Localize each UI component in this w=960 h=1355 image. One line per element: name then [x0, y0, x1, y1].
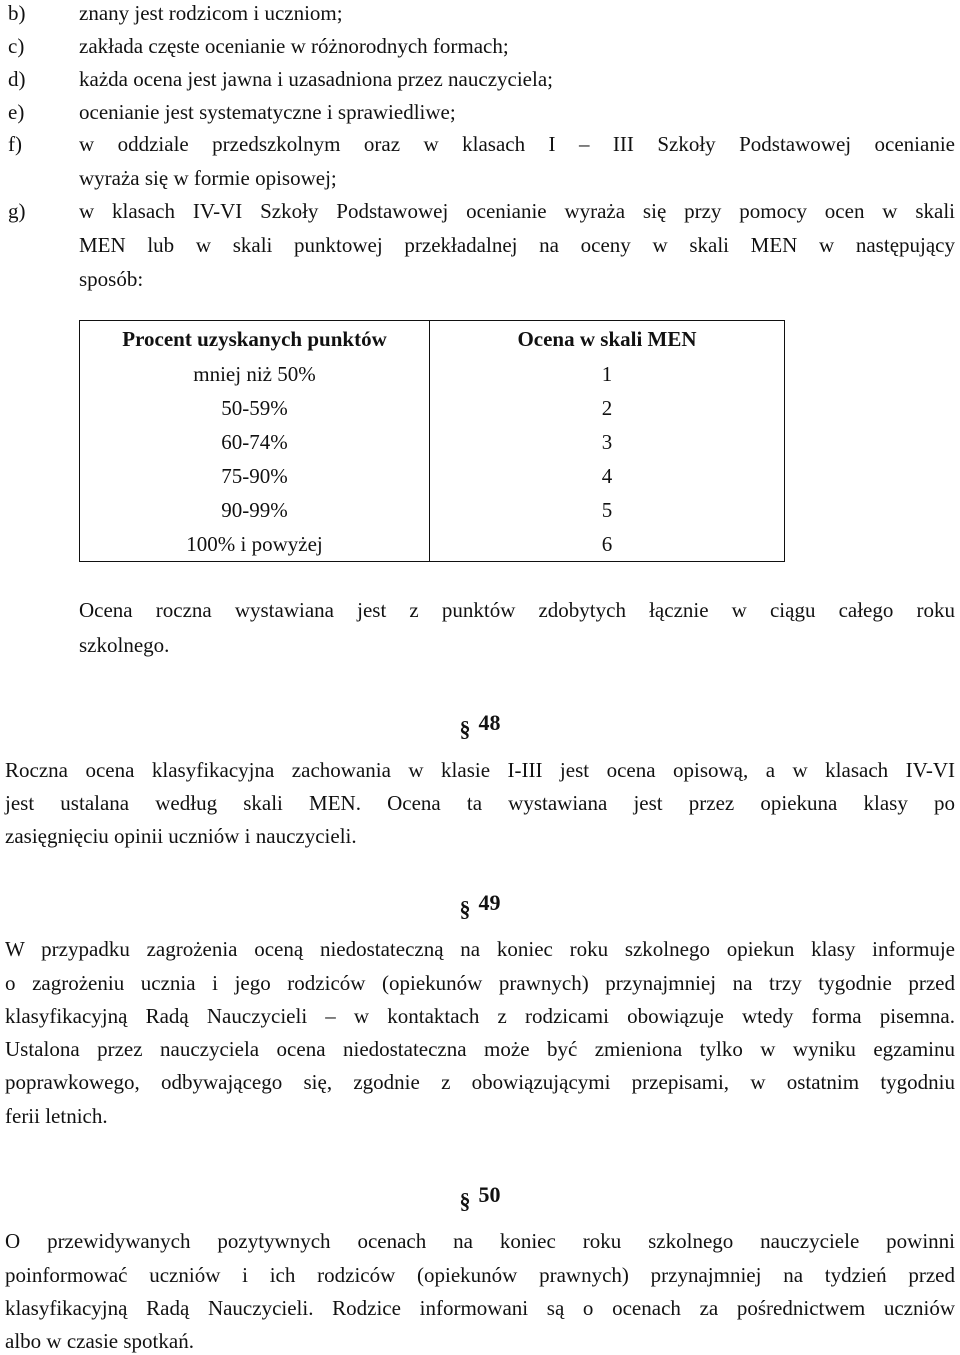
list-label: g) — [8, 199, 26, 223]
section-line: W przypadku zagrożenia oceną niedostateczną na koniec roku szkolnego opiekun klasy informuje — [5, 937, 955, 961]
section-line: O przewidywanych pozytywnych ocenach na koniec roku szkolnego nauczyciele powinni — [5, 1229, 955, 1253]
table-cell: 100% i powyżej — [80, 527, 430, 562]
section-heading — [0, 710, 960, 741]
table-cell: 60-74% — [80, 425, 430, 459]
table-cell: 75-90% — [80, 459, 430, 493]
section-line: poinformować uczniów i ich rodziców (opiekunów prawnych) przynajmniej na tydzień przed — [5, 1263, 955, 1287]
section-line: Roczna ocena klasyfikacyjna zachowania w klasie I-III jest ocena opisową, a w klasach IV-VI — [5, 758, 955, 782]
section-line: ferii letnich. — [5, 1104, 108, 1128]
section-line: o zagrożeniu ucznia i jego rodziców (opiekunów prawnych) przynajmniej na trzy tygodnie przed — [5, 971, 955, 995]
section-line: zasięgnięciu opinii uczniów i nauczycieli. — [5, 824, 357, 848]
list-text: sposób: — [79, 267, 144, 291]
section-number: 48 — [478, 710, 501, 735]
section-line: klasyfikacyjną Radą Nauczycieli. Rodzice informowani są o ocenach za pośrednictwem uczniów — [5, 1296, 955, 1320]
table-row — [80, 425, 785, 459]
list-text: ocenianie jest systematyczne i sprawiedliwe; — [79, 100, 456, 124]
list-label: d) — [8, 67, 26, 91]
list-text: w oddziale przedszkolnym oraz w klasach I – III Szkoły Podstawowej ocenianie — [79, 132, 955, 156]
section-line: jest ustalana według skali MEN. Ocena ta wystawiana jest przez opiekuna klasy po — [5, 791, 955, 815]
table-row — [80, 357, 785, 391]
table-cell: 50-59% — [80, 391, 430, 425]
table-header-row — [80, 321, 785, 358]
table-header: Ocena w skali MEN — [517, 326, 697, 351]
list-text: MEN lub w skali punktowej przekładalnej na oceny w skali MEN w następujący — [79, 233, 955, 257]
grade-table — [79, 320, 785, 562]
list-text: wyraża się w formie opisowej; — [79, 166, 337, 190]
table-cell: 1 — [601, 361, 613, 386]
section-line: poprawkowego, odbywającego się, zgodnie z obowiązującymi przepisami, w ostatnim tygodniu — [5, 1070, 955, 1094]
table-cell: 4 — [601, 463, 613, 488]
table-header: Procent uzyskanych punktów — [80, 321, 430, 358]
table-row — [80, 459, 785, 493]
table-cell: 90-99% — [80, 493, 430, 527]
table-row — [80, 527, 785, 562]
section-symbol: § — [459, 896, 471, 921]
table-row — [80, 493, 785, 527]
table-row — [80, 391, 785, 425]
section-symbol: § — [459, 716, 471, 741]
note-line: Ocena roczna wystawiana jest z punktów zdobytych łącznie w ciągu całego roku — [79, 598, 955, 622]
table-cell: 2 — [601, 395, 613, 420]
note-line: szkolnego. — [79, 633, 170, 657]
list-label: b) — [8, 1, 26, 25]
section-number: 49 — [478, 890, 501, 915]
list-label: e) — [8, 100, 25, 124]
section-heading — [0, 1182, 960, 1213]
section-number: 50 — [478, 1182, 501, 1207]
table-cell: 3 — [601, 429, 613, 454]
list-text: znany jest rodzicom i uczniom; — [79, 1, 343, 25]
section-line: klasyfikacyjną Radą Nauczycieli – w kontaktach z rodzicami obowiązuje wtedy forma pisemna. — [5, 1004, 955, 1028]
table-cell: mniej niż 50% — [80, 357, 430, 391]
section-line: albo w czasie spotkań. — [5, 1329, 194, 1353]
section-heading — [0, 890, 960, 921]
list-text: zakłada częste ocenianie w różnorodnych formach; — [79, 34, 509, 58]
table-cell: 6 — [601, 531, 613, 556]
section-line: Ustalona przez nauczyciela ocena niedostateczna może być zmieniona tylko w wyniku egzaminu — [5, 1037, 955, 1061]
list-text: w klasach IV-VI Szkoły Podstawowej ocenianie wyraża się przy pomocy ocen w skali — [79, 199, 955, 223]
section-symbol: § — [459, 1188, 471, 1213]
table-cell: 5 — [601, 497, 613, 522]
list-label: f) — [8, 132, 22, 156]
list-text: każda ocena jest jawna i uzasadniona przez nauczyciela; — [79, 67, 553, 91]
list-label: c) — [8, 34, 25, 58]
